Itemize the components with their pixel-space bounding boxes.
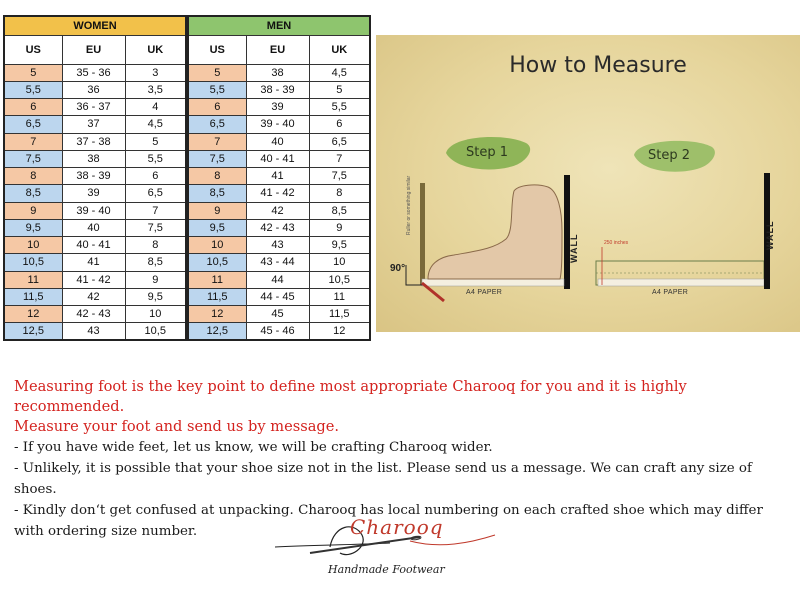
column-header-uk: UK bbox=[309, 35, 370, 64]
uk-size-cell: 5 bbox=[125, 133, 186, 150]
us-size-cell: 8 bbox=[188, 168, 246, 185]
size-row bbox=[4, 150, 186, 167]
paper2-label: A4 PAPER bbox=[652, 289, 689, 296]
women-table-body bbox=[4, 64, 186, 340]
uk-size-cell: 7 bbox=[309, 150, 370, 167]
intro-line-1: Measuring foot is the key point to define most appropriate Charooq for you and it is highly recommended. bbox=[14, 378, 687, 415]
size-row bbox=[4, 202, 186, 219]
uk-size-cell: 4 bbox=[125, 99, 186, 116]
uk-size-cell: 7,5 bbox=[309, 168, 370, 185]
us-size-cell: 7,5 bbox=[188, 150, 246, 167]
uk-size-cell: 6,5 bbox=[125, 185, 186, 202]
us-size-cell: 9,5 bbox=[4, 219, 62, 236]
eu-size-cell: 45 bbox=[246, 306, 309, 323]
size-row bbox=[188, 133, 370, 150]
uk-size-cell: 9,5 bbox=[125, 288, 186, 305]
size-row bbox=[4, 133, 186, 150]
eu-size-cell: 41 bbox=[62, 254, 125, 271]
size-row bbox=[4, 116, 186, 133]
size-row bbox=[4, 219, 186, 236]
charooq-logo bbox=[270, 505, 500, 590]
us-size-cell: 6 bbox=[4, 99, 62, 116]
eu-size-cell: 36 bbox=[62, 81, 125, 98]
size-row bbox=[4, 168, 186, 185]
eu-size-cell: 35 - 36 bbox=[62, 64, 125, 81]
wall1-shape bbox=[564, 175, 570, 289]
eu-size-cell: 39 - 40 bbox=[246, 116, 309, 133]
wall1-label: WALL bbox=[569, 233, 579, 263]
uk-size-cell: 8,5 bbox=[309, 202, 370, 219]
us-size-cell: 7 bbox=[188, 133, 246, 150]
us-size-cell: 12,5 bbox=[4, 323, 62, 340]
us-size-cell: 7,5 bbox=[4, 150, 62, 167]
measure-diagram bbox=[376, 35, 800, 332]
eu-size-cell: 45 - 46 bbox=[246, 323, 309, 340]
uk-size-cell: 5,5 bbox=[125, 150, 186, 167]
uk-size-cell: 10 bbox=[125, 306, 186, 323]
eu-size-cell: 41 bbox=[246, 168, 309, 185]
size-row bbox=[188, 323, 370, 340]
us-size-cell: 8 bbox=[4, 168, 62, 185]
uk-size-cell: 8 bbox=[309, 185, 370, 202]
eu-size-cell: 39 bbox=[62, 185, 125, 202]
illustration-title: How to Measure bbox=[509, 53, 687, 78]
eu-size-cell: 40 bbox=[62, 219, 125, 236]
uk-size-cell: 10,5 bbox=[309, 271, 370, 288]
uk-size-cell: 9,5 bbox=[309, 237, 370, 254]
eu-size-cell: 41 - 42 bbox=[246, 185, 309, 202]
us-size-cell: 10,5 bbox=[188, 254, 246, 271]
size-row bbox=[188, 237, 370, 254]
column-header-uk: UK bbox=[125, 35, 186, 64]
size-row bbox=[4, 64, 186, 81]
wall2-label: WALL bbox=[765, 220, 775, 250]
eu-size-cell: 38 bbox=[62, 150, 125, 167]
paper2-shape bbox=[598, 279, 764, 286]
us-size-cell: 11,5 bbox=[188, 288, 246, 305]
size-row bbox=[188, 81, 370, 98]
eu-size-cell: 38 bbox=[246, 64, 309, 81]
eu-size-cell: 42 bbox=[246, 202, 309, 219]
uk-size-cell: 9 bbox=[125, 271, 186, 288]
column-header-us: US bbox=[188, 35, 246, 64]
size-row bbox=[4, 254, 186, 271]
size-row bbox=[188, 288, 370, 305]
size-row bbox=[4, 185, 186, 202]
size-row bbox=[4, 99, 186, 116]
logo-name: Charooq bbox=[350, 515, 444, 539]
size-row bbox=[188, 116, 370, 133]
step1-label: Step 1 bbox=[466, 145, 509, 160]
uk-size-cell: 9 bbox=[309, 219, 370, 236]
size-row bbox=[188, 64, 370, 81]
uk-size-cell: 8,5 bbox=[125, 254, 186, 271]
eu-size-cell: 44 - 45 bbox=[246, 288, 309, 305]
uk-size-cell: 4,5 bbox=[309, 64, 370, 81]
uk-size-cell: 11 bbox=[309, 288, 370, 305]
us-size-cell: 12 bbox=[188, 306, 246, 323]
eu-size-cell: 41 - 42 bbox=[62, 271, 125, 288]
how-to-measure-illustration bbox=[376, 35, 800, 332]
size-row bbox=[188, 150, 370, 167]
eu-size-cell: 43 bbox=[246, 237, 309, 254]
us-size-cell: 10,5 bbox=[4, 254, 62, 271]
ruler-shape bbox=[420, 183, 425, 285]
us-size-cell: 6,5 bbox=[4, 116, 62, 133]
us-size-cell: 10 bbox=[188, 237, 246, 254]
us-size-cell: 12 bbox=[4, 306, 62, 323]
us-size-cell: 5 bbox=[188, 64, 246, 81]
size-row bbox=[188, 99, 370, 116]
uk-size-cell: 3,5 bbox=[125, 81, 186, 98]
column-header-us: US bbox=[4, 35, 62, 64]
paper1-label: A4 PAPER bbox=[466, 289, 503, 296]
us-size-cell: 9,5 bbox=[188, 219, 246, 236]
size-row bbox=[188, 306, 370, 323]
eu-size-cell: 40 - 41 bbox=[62, 237, 125, 254]
uk-size-cell: 3 bbox=[125, 64, 186, 81]
paper1-shape bbox=[422, 279, 564, 286]
us-size-cell: 12,5 bbox=[188, 323, 246, 340]
uk-size-cell: 6 bbox=[309, 116, 370, 133]
bullet-unpacking-line-1: - Kindly don‘t get confused at unpacking. Charooq has local numbering on each crafted shoe which may differ bbox=[14, 503, 763, 518]
uk-size-cell: 11,5 bbox=[309, 306, 370, 323]
eu-size-cell: 42 - 43 bbox=[246, 219, 309, 236]
uk-size-cell: 7,5 bbox=[125, 219, 186, 236]
men-table-body bbox=[188, 64, 370, 340]
angle-label: 90° bbox=[390, 263, 406, 274]
eu-size-cell: 37 - 38 bbox=[62, 133, 125, 150]
size-row bbox=[4, 237, 186, 254]
us-size-cell: 8,5 bbox=[4, 185, 62, 202]
column-header-eu: EU bbox=[246, 35, 309, 64]
size-row bbox=[188, 168, 370, 185]
size-row bbox=[188, 219, 370, 236]
logo-tagline: Handmade Footwear bbox=[328, 563, 445, 576]
bullet-size-not-listed: - Unlikely, it is possible that your shoe size not in the list. Please send us a message. We can craft any size of shoes. bbox=[14, 461, 752, 497]
bullet-wide-feet: - If you have wide feet, let us know, we will be crafting Charooq wider. bbox=[14, 440, 493, 455]
step2-label: Step 2 bbox=[648, 148, 691, 163]
us-size-cell: 11 bbox=[188, 271, 246, 288]
us-size-cell: 7 bbox=[4, 133, 62, 150]
eu-size-cell: 36 - 37 bbox=[62, 99, 125, 116]
measure-note: 250 inches bbox=[604, 240, 629, 246]
size-row bbox=[4, 306, 186, 323]
men-table-title: MEN bbox=[188, 16, 370, 35]
uk-size-cell: 12 bbox=[309, 323, 370, 340]
us-size-cell: 11,5 bbox=[4, 288, 62, 305]
uk-size-cell: 10 bbox=[309, 254, 370, 271]
us-size-cell: 6 bbox=[188, 99, 246, 116]
size-row bbox=[188, 254, 370, 271]
eu-size-cell: 39 bbox=[246, 99, 309, 116]
uk-size-cell: 5 bbox=[309, 81, 370, 98]
women-table-title: WOMEN bbox=[4, 16, 186, 35]
column-header-eu: EU bbox=[62, 35, 125, 64]
eu-size-cell: 38 - 39 bbox=[246, 81, 309, 98]
eu-size-cell: 43 - 44 bbox=[246, 254, 309, 271]
us-size-cell: 8,5 bbox=[188, 185, 246, 202]
eu-size-cell: 43 bbox=[62, 323, 125, 340]
eu-size-cell: 40 - 41 bbox=[246, 150, 309, 167]
intro-line-2: Measure your foot and send us by message. bbox=[14, 418, 340, 435]
us-size-cell: 6,5 bbox=[188, 116, 246, 133]
size-row bbox=[4, 271, 186, 288]
uk-size-cell: 10,5 bbox=[125, 323, 186, 340]
eu-size-cell: 39 - 40 bbox=[62, 202, 125, 219]
size-row bbox=[4, 288, 186, 305]
size-row bbox=[4, 323, 186, 340]
size-row bbox=[4, 81, 186, 98]
eu-size-cell: 40 bbox=[246, 133, 309, 150]
uk-size-cell: 5,5 bbox=[309, 99, 370, 116]
uk-size-cell: 6,5 bbox=[309, 133, 370, 150]
size-row bbox=[188, 202, 370, 219]
size-row bbox=[188, 271, 370, 288]
uk-size-cell: 7 bbox=[125, 202, 186, 219]
eu-size-cell: 38 - 39 bbox=[62, 168, 125, 185]
foot-shape bbox=[428, 185, 562, 279]
eu-size-cell: 37 bbox=[62, 116, 125, 133]
uk-size-cell: 8 bbox=[125, 237, 186, 254]
women-size-table bbox=[3, 15, 187, 341]
us-size-cell: 9 bbox=[4, 202, 62, 219]
eu-size-cell: 42 - 43 bbox=[62, 306, 125, 323]
uk-size-cell: 4,5 bbox=[125, 116, 186, 133]
us-size-cell: 10 bbox=[4, 237, 62, 254]
size-row bbox=[188, 185, 370, 202]
bullet-unpacking-line-2: with ordering size number. bbox=[14, 524, 198, 539]
us-size-cell: 9 bbox=[188, 202, 246, 219]
us-size-cell: 5,5 bbox=[188, 81, 246, 98]
uk-size-cell: 6 bbox=[125, 168, 186, 185]
eu-size-cell: 42 bbox=[62, 288, 125, 305]
men-size-table bbox=[187, 15, 371, 341]
ruler-note: Ruller or something similar bbox=[406, 175, 412, 235]
us-size-cell: 5,5 bbox=[4, 81, 62, 98]
us-size-cell: 11 bbox=[4, 271, 62, 288]
us-size-cell: 5 bbox=[4, 64, 62, 81]
eu-size-cell: 44 bbox=[246, 271, 309, 288]
